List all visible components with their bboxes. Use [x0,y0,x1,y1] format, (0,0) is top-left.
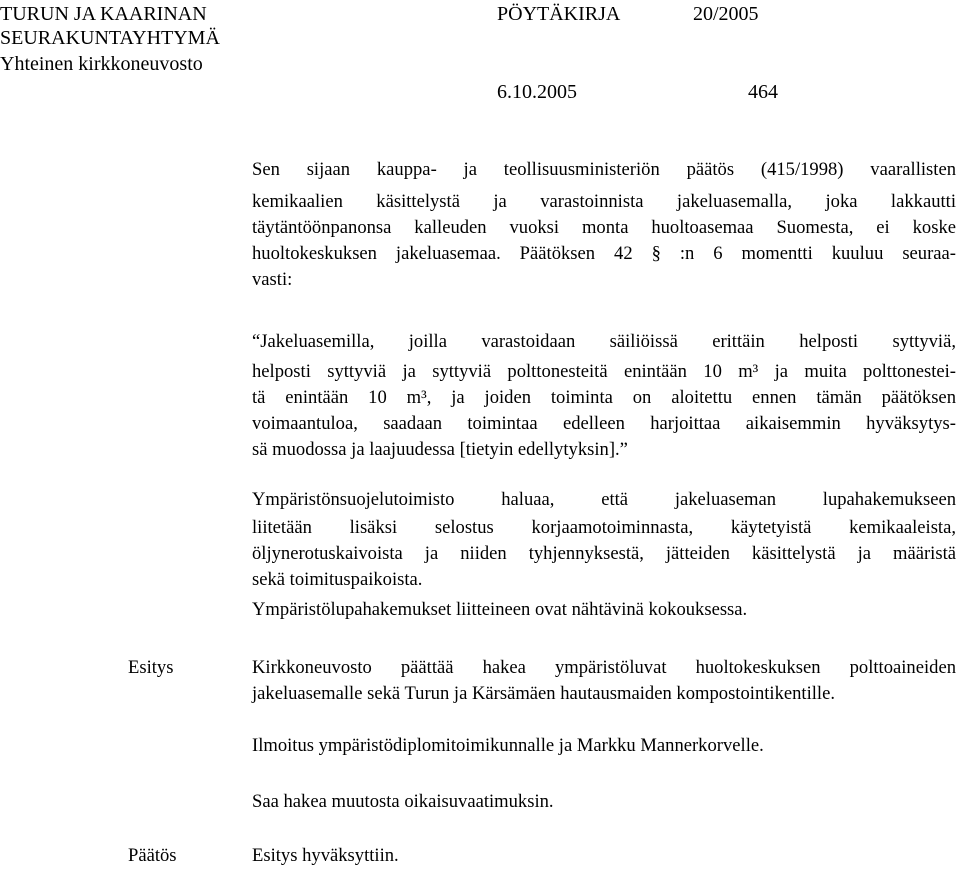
paragraph-line: Sen sijaan kauppa- ja teollisuusministeriön päätös (415/1998) vaarallisten [252,159,956,180]
quote-line: voimaantuloa, saadaan toimintaa edelleen harjoittaa aikaisemmin hyväksytys- [252,413,956,434]
quote-line: “Jakeluasemilla, joilla varastoidaan säiliöissä erittäin helposti syttyviä, [252,331,956,352]
paragraph-line: vasti: [252,269,293,290]
paragraph-line: kemikaalien käsittelystä ja varastoinnista jakeluasemalla, joka lakkautti [252,191,956,212]
quote-line: helposti syttyviä ja syttyviä polttonesteitä enintään 10 m³ ja muita polttonestei- [252,361,956,382]
quote-line: tä enintään 10 m³, ja joiden toiminta on aloitettu ennen tämän päätöksen [252,387,956,408]
quote-line: sä muodossa ja laajuudessa [tietyin edellytyksin].” [252,439,628,460]
document-number: 20/2005 [693,3,759,25]
paragraph-line: sekä toimituspaikoista. [252,569,423,590]
page-number: 464 [748,81,778,103]
paragraph-line: Ympäristönsuojelutoimisto haluaa, että jakeluaseman lupahakemukseen [252,489,956,510]
paragraph-line: liitetään lisäksi selostus korjaamotoiminnasta, käytetyistä kemikaaleista, [252,517,956,538]
meeting-date: 6.10.2005 [497,81,577,103]
proposal-notice: Ilmoitus ympäristödiplomitoimikunnalle ja Markku Mannerkorvelle. [252,735,764,756]
organization-name: TURUN JA KAARINAN [0,3,207,25]
decision-text: Esitys hyväksyttiin. [252,845,399,866]
proposal-line: Kirkkoneuvosto päättää hakea ympäristöluvat huoltokeskuksen polttoaineiden [252,657,956,678]
proposal-appeal: Saa hakea muutosta oikaisuvaatimuksin. [252,791,554,812]
paragraph-line: öljynerotuskaivoista ja niiden tyhjennyksestä, jätteiden käsittelystä ja määristä [252,543,956,564]
decision-label: Päätös [128,845,177,866]
paragraph-line: täytäntöönpanonsa kalleuden vuoksi monta huoltoasemaa Suomesta, ei koske [252,217,956,238]
organization-subname: SEURAKUNTAYHTYMÄ [0,27,220,49]
document-type: PÖYTÄKIRJA [497,3,621,25]
paragraph-line: Ympäristölupahakemukset liitteineen ovat nähtävinä kokouksessa. [252,599,748,620]
proposal-line: jakeluasemalle sekä Turun ja Kärsämäen hautausmaiden kompostointikentille. [252,683,835,704]
paragraph-line: huoltokeskuksen jakeluasemaa. Päätöksen 42 § :n 6 momentti kuuluu seuraa- [252,243,956,264]
board-name: Yhteinen kirkkoneuvosto [0,53,203,75]
proposal-label: Esitys [128,657,174,678]
